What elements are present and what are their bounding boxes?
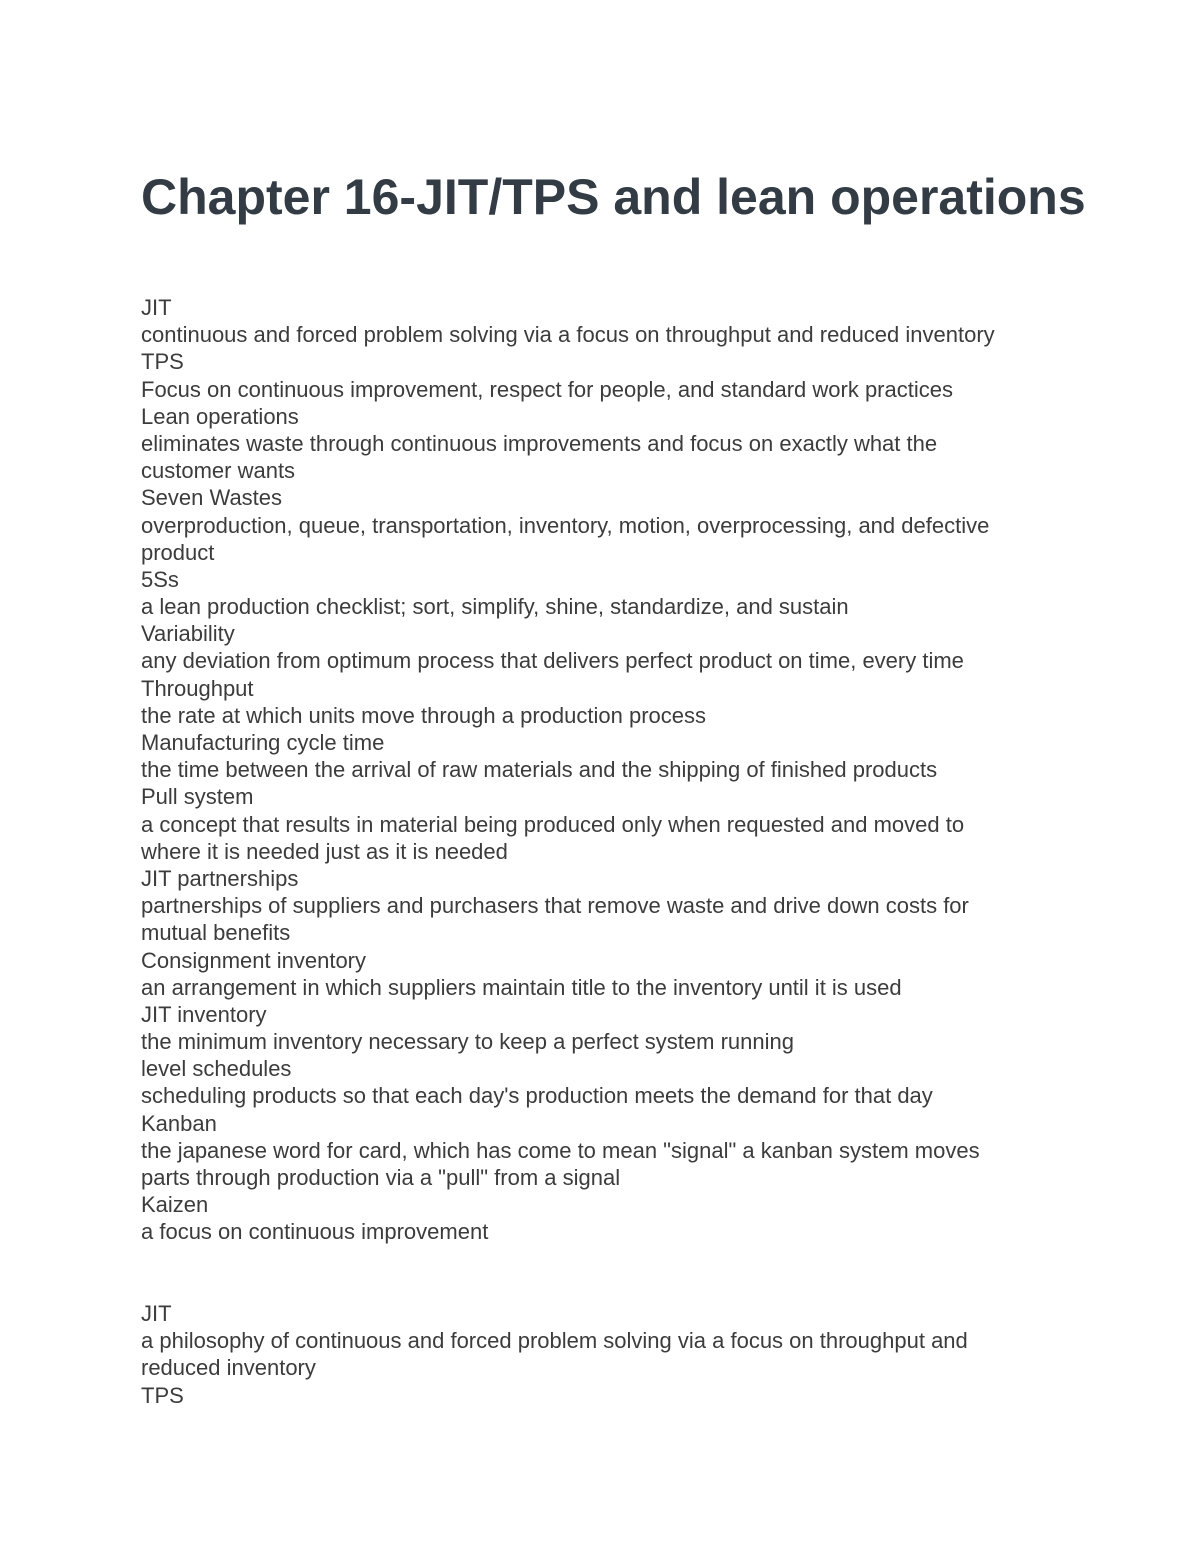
text-line: product	[141, 539, 215, 565]
text-line: eliminates waste through continuous improvements and focus on exactly what the	[141, 430, 938, 456]
text-line: partnerships of suppliers and purchasers that remove waste and drive down costs for	[141, 893, 969, 919]
text-line: customer wants	[141, 458, 296, 484]
text-line: JIT	[141, 1300, 172, 1326]
text-line: Kaizen	[141, 1192, 209, 1218]
text-line: an arrangement in which suppliers maintain title to the inventory until it is used	[141, 974, 902, 1000]
text-line: the time between the arrival of raw materials and the shipping of finished products	[141, 757, 938, 783]
text-line: Focus on continuous improvement, respect for people, and standard work practices	[141, 376, 953, 402]
text-line: TPS	[141, 1382, 184, 1408]
text-line: JIT partnerships	[141, 865, 299, 891]
blank-line	[141, 1273, 1101, 1300]
text-line: a philosophy of continuous and forced problem solving via a focus on throughput and	[141, 1328, 968, 1354]
text-line: parts through production via a "pull" from a signal	[141, 1165, 621, 1190]
text-line: any deviation from optimum process that delivers perfect product on time, every time	[141, 648, 964, 674]
text-line: the minimum inventory necessary to keep a perfect system running	[141, 1029, 794, 1055]
text-line: JIT inventory	[141, 1001, 267, 1027]
text-line: a focus on continuous improvement	[141, 1219, 489, 1245]
text-line: continuous and forced problem solving via a focus on throughput and reduced inventory	[141, 322, 995, 348]
page-title: Chapter 16-JIT/TPS and lean operations	[141, 169, 1086, 225]
text-line: Throughput	[141, 675, 254, 701]
text-line: Variability	[141, 621, 235, 647]
text-line: JIT	[141, 295, 172, 320]
document-body	[141, 294, 1101, 1409]
text-line: scheduling products so that each day's production meets the demand for that day	[141, 1083, 933, 1109]
text-line: where it is needed just as it is needed	[141, 838, 508, 864]
text-line: the japanese word for card, which has come to mean "signal" a kanban system moves	[141, 1137, 980, 1163]
text-line: level schedules	[141, 1056, 292, 1082]
blank-line	[141, 1246, 1101, 1273]
text-line: a concept that results in material being produced only when requested and moved to	[141, 811, 965, 837]
text-line: Pull system	[141, 784, 254, 810]
text-line: Consignment inventory	[141, 947, 367, 973]
text-line: reduced inventory	[141, 1355, 316, 1381]
text-line: mutual benefits	[141, 920, 291, 946]
text-line: Lean operations	[141, 403, 299, 429]
text-line: Kanban	[141, 1110, 217, 1136]
text-line: Manufacturing cycle time	[141, 730, 385, 755]
text-line: TPS	[141, 349, 184, 375]
text-line: the rate at which units move through a production process	[141, 702, 706, 728]
text-line: overproduction, queue, transportation, inventory, motion, overprocessing, and defective	[141, 512, 990, 538]
text-line: Seven Wastes	[141, 485, 283, 511]
text-line: 5Ss	[141, 566, 179, 592]
text-line: a lean production checklist; sort, simplify, shine, standardize, and sustain	[141, 594, 849, 620]
